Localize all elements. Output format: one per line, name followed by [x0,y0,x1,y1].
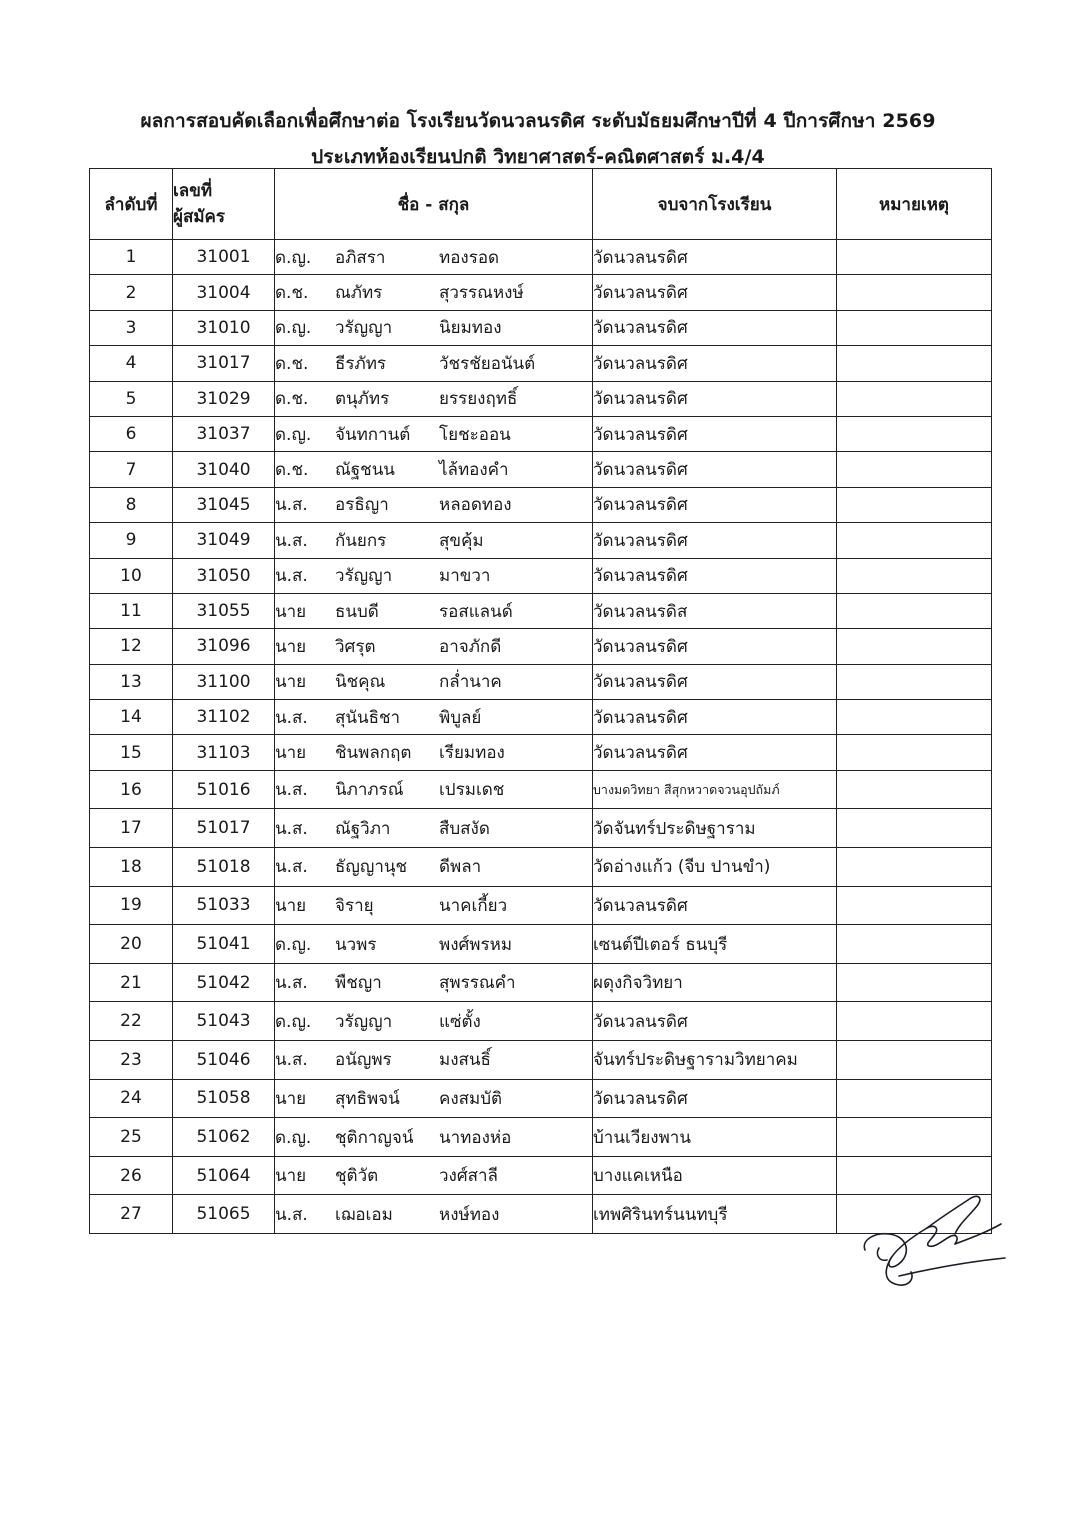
row-number: 17 [90,809,173,848]
last-name: โยชะออน [439,424,511,445]
name-prefix: ด.ญ. [275,424,312,445]
last-name: กล่ำนาค [439,672,502,693]
row-number: 16 [90,770,173,809]
results-table [89,168,992,1234]
row-number: 5 [90,381,173,416]
first-name: ธัญญานุช [335,857,408,878]
first-name: วิศรุต [335,636,376,657]
name-prefix: น.ส. [275,973,308,994]
table-row [90,593,992,628]
last-name: นิยมทอง [439,318,502,339]
header-row [90,169,992,240]
table-row [90,1002,992,1041]
remark-cell [837,593,992,628]
last-name: หลอดทอง [439,495,512,516]
name-prefix: ด.ญ. [275,1011,312,1032]
row-number: 23 [90,1041,173,1080]
student-name [275,886,593,925]
remark-cell [837,735,992,770]
previous-school: บ้านเวียงพาน [593,1118,837,1157]
header-number: ลำดับที่ [90,169,173,240]
applicant-number: 31055 [173,593,275,628]
last-name: นาคเกี้ยว [439,895,508,916]
applicant-number: 51016 [173,770,275,809]
table-row [90,963,992,1002]
applicant-number: 31102 [173,700,275,735]
last-name: วงศ์สาลี [439,1166,498,1187]
applicant-number: 31017 [173,346,275,381]
applicant-number: 51041 [173,925,275,964]
previous-school: วัดจันทร์ประดิษฐาราม [593,809,837,848]
remark-cell [837,809,992,848]
name-prefix: ด.ญ. [275,318,312,339]
row-number: 19 [90,886,173,925]
remark-cell [837,416,992,451]
applicant-number: 31050 [173,558,275,593]
name-prefix: น.ส. [275,818,308,839]
name-prefix: นาย [275,743,307,764]
name-prefix: ด.ช. [275,460,309,481]
document-subtitle: ประเภทห้องเรียนปกติ วิทยาศาสตร์-คณิตศาสตร์ ม.4/4 [311,146,765,168]
applicant-number: 31001 [173,240,275,275]
applicant-number: 31004 [173,275,275,310]
student-name [275,240,593,275]
row-number: 8 [90,487,173,522]
table-row [90,310,992,345]
name-prefix: ด.ช. [275,389,309,410]
row-number: 11 [90,593,173,628]
applicant-number: 31037 [173,416,275,451]
last-name: เปรมเดช [439,780,505,801]
student-name [275,275,593,310]
table-row [90,1118,992,1157]
previous-school: วัดนวลนรดิศ [593,523,837,558]
previous-school: วัดนวลนรดิศ [593,346,837,381]
table-row [90,1041,992,1080]
applicant-number: 31045 [173,487,275,522]
name-prefix: น.ส. [275,495,308,516]
previous-school: บางมดวิทยา สีสุกหวาดจวนอุปถัมภ์ [593,770,837,809]
applicant-number: 51033 [173,886,275,925]
student-name [275,346,593,381]
remark-cell [837,700,992,735]
previous-school: วัดนวลนรดิศ [593,487,837,522]
row-number: 7 [90,452,173,487]
student-name [275,1118,593,1157]
last-name: คงสมบัติ [439,1088,503,1109]
previous-school: เทพศิรินทร์นนทบุรี [593,1195,837,1234]
first-name: ณัฐวิภา [335,818,391,839]
previous-school: วัดนวลนรดิศ [593,275,837,310]
table-row [90,664,992,699]
name-prefix: ด.ญ. [275,247,312,268]
student-name [275,1041,593,1080]
remark-cell [837,925,992,964]
first-name: ธีรภัทร [335,353,387,374]
name-prefix: นาย [275,636,307,657]
row-number: 15 [90,735,173,770]
header-remark: หมายเหตุ [837,169,992,240]
remark-cell [837,664,992,699]
table-row [90,416,992,451]
previous-school: วัดนวลนรดิศ [593,700,837,735]
header-name: ชื่อ - สกุล [275,169,593,240]
table-row [90,275,992,310]
previous-school: จันทร์ประดิษฐารามวิทยาคม [593,1041,837,1080]
name-prefix: น.ส. [275,857,308,878]
remark-cell [837,770,992,809]
last-name: เรียมทอง [439,743,505,764]
first-name: สุทธิพจน์ [335,1088,400,1109]
first-name: วรัญญา [335,566,393,587]
student-name [275,452,593,487]
name-prefix: น.ส. [275,1050,308,1071]
name-prefix: นาย [275,1166,307,1187]
student-name [275,381,593,416]
first-name: สุนันธิชา [335,707,401,728]
first-name: ชุติวัต [335,1166,379,1187]
row-number: 27 [90,1195,173,1234]
first-name: นวพร [335,934,377,955]
student-name [275,558,593,593]
student-name [275,848,593,887]
last-name: รอสแลนด์ [439,601,513,622]
last-name: มงสนธิ์ [439,1050,491,1071]
row-number: 6 [90,416,173,451]
header-applicant-number [173,169,275,240]
table-row [90,886,992,925]
student-name [275,809,593,848]
first-name: อภิสรา [335,247,386,268]
previous-school: วัดนวลนรดิศ [593,886,837,925]
first-name: ณภัทร [335,283,383,304]
applicant-number: 31103 [173,735,275,770]
student-name [275,629,593,664]
header-applicant-line2: ผู้สมัคร [173,207,226,227]
last-name: สืบสงัด [439,818,490,839]
remark-cell [837,381,992,416]
name-prefix: ด.ช. [275,283,309,304]
table-row [90,381,992,416]
row-number: 25 [90,1118,173,1157]
name-prefix: ด.ญ. [275,934,312,955]
student-name [275,310,593,345]
remark-cell [837,886,992,925]
student-name [275,1195,593,1234]
table-row [90,346,992,381]
last-name: สุขคุ้ม [439,530,484,551]
last-name: แซ่ตั้ง [439,1011,481,1032]
remark-cell [837,1118,992,1157]
student-name [275,664,593,699]
previous-school: วัดอ่างแก้ว (จีบ ปานขำ) [593,848,837,887]
applicant-number: 31100 [173,664,275,699]
row-number: 26 [90,1156,173,1195]
last-name: ดีพลา [439,857,482,878]
row-number: 2 [90,275,173,310]
header-applicant-line1: เลขที่ [173,181,213,201]
previous-school: วัดนวลนรดิศ [593,381,837,416]
student-name [275,1079,593,1118]
table-row [90,558,992,593]
last-name: ยรรยงฤทธิ์ [439,389,518,410]
applicant-number: 51018 [173,848,275,887]
row-number: 12 [90,629,173,664]
applicant-number: 51042 [173,963,275,1002]
previous-school: เซนต์ปีเตอร์ ธนบุรี [593,925,837,964]
name-prefix: นาย [275,601,307,622]
remark-cell [837,558,992,593]
remark-cell [837,523,992,558]
student-name [275,925,593,964]
previous-school: วัดนวลนรดิศ [593,310,837,345]
applicant-number: 31096 [173,629,275,664]
row-number: 4 [90,346,173,381]
remark-cell [837,963,992,1002]
previous-school: บางแคเหนือ [593,1156,837,1195]
row-number: 10 [90,558,173,593]
first-name: นิภาภรณ์ [335,780,404,801]
first-name: กันยกร [335,530,387,551]
applicant-number: 51062 [173,1118,275,1157]
last-name: พิบูลย์ [439,707,482,728]
name-prefix: ด.ญ. [275,1127,312,1148]
applicant-number: 31029 [173,381,275,416]
first-name: นิชคุณ [335,672,386,693]
last-name: สุวรรณหงษ์ [439,283,524,304]
student-name [275,416,593,451]
first-name: จันทกานต์ [335,424,411,445]
first-name: ณัฐชนน [335,460,395,481]
row-number: 13 [90,664,173,699]
remark-cell [837,629,992,664]
previous-school: วัดนวลนรดิศ [593,664,837,699]
first-name: วรัญญา [335,1011,393,1032]
table-row [90,925,992,964]
table-row [90,452,992,487]
student-name [275,523,593,558]
remark-cell [837,1002,992,1041]
row-number: 18 [90,848,173,887]
last-name: ทองรอด [439,247,500,268]
table-row [90,848,992,887]
name-prefix: นาย [275,672,307,693]
applicant-number: 51046 [173,1041,275,1080]
student-name [275,770,593,809]
table-row [90,735,992,770]
last-name: วัชรชัยอนันต์ [439,353,536,374]
previous-school: วัดนวลนรดิศ [593,629,837,664]
last-name: อาจภักดี [439,636,502,657]
remark-cell [837,275,992,310]
name-prefix: ด.ช. [275,353,309,374]
first-name: พืชญา [335,973,382,994]
table-row [90,240,992,275]
remark-cell [837,452,992,487]
remark-cell [837,346,992,381]
row-number: 1 [90,240,173,275]
remark-cell [837,848,992,887]
remark-cell [837,310,992,345]
header-school: จบจากโรงเรียน [593,169,837,240]
document-title: ผลการสอบคัดเลือกเพื่อศึกษาต่อ โรงเรียนวัดนวลนรดิศ ระดับมัธยมศึกษาปีที่ 4 ปีการศึกษา 2569 [140,110,936,132]
last-name: ไล้ทองคำ [439,460,509,481]
name-prefix: น.ส. [275,780,308,801]
applicant-number: 31049 [173,523,275,558]
first-name: เฌอเอม [335,1204,393,1225]
table-row [90,1079,992,1118]
first-name: อนัญพร [335,1050,392,1071]
name-prefix: น.ส. [275,707,308,728]
applicant-number: 51058 [173,1079,275,1118]
last-name: นาทองห่อ [439,1127,512,1148]
previous-school: วัดนวลนรดิศ [593,240,837,275]
name-prefix: น.ส. [275,566,308,587]
first-name: อรธิญา [335,495,389,516]
table-row [90,523,992,558]
first-name: จิรายุ [335,895,374,916]
applicant-number: 51017 [173,809,275,848]
remark-cell [837,240,992,275]
previous-school: วัดนวลนรดิศ [593,416,837,451]
last-name: พงศ์พรหม [439,934,513,955]
last-name: มาขวา [439,566,491,587]
row-number: 3 [90,310,173,345]
student-name [275,1156,593,1195]
student-name [275,487,593,522]
first-name: ชินพลกฤต [335,743,412,764]
previous-school: วัดนวลนรดิศ [593,558,837,593]
student-name [275,735,593,770]
last-name: สุพรรณคำ [439,973,516,994]
first-name: ชุติกาญจน์ [335,1127,414,1148]
first-name: ตนุภัทร [335,389,390,410]
row-number: 21 [90,963,173,1002]
name-prefix: นาย [275,1088,307,1109]
applicant-number: 51065 [173,1195,275,1234]
row-number: 20 [90,925,173,964]
student-name [275,700,593,735]
applicant-number: 51043 [173,1002,275,1041]
row-number: 9 [90,523,173,558]
row-number: 24 [90,1079,173,1118]
student-name [275,593,593,628]
table-row [90,700,992,735]
table-row [90,770,992,809]
row-number: 22 [90,1002,173,1041]
previous-school: วัดนวลนรดิศ [593,1079,837,1118]
previous-school: วัดนวลนรดิส [593,593,837,628]
remark-cell [837,1041,992,1080]
previous-school: วัดนวลนรดิศ [593,735,837,770]
remark-cell [837,487,992,522]
previous-school: วัดนวลนรดิศ [593,452,837,487]
first-name: วรัญญา [335,318,393,339]
student-name [275,963,593,1002]
previous-school: ผดุงกิจวิทยา [593,963,837,1002]
table-row [90,809,992,848]
table-row [90,629,992,664]
name-prefix: นาย [275,895,307,916]
name-prefix: น.ส. [275,530,308,551]
previous-school: วัดนวลนรดิศ [593,1002,837,1041]
table-row [90,487,992,522]
applicant-number: 31040 [173,452,275,487]
last-name: หงษ์ทอง [439,1204,500,1225]
signature [855,1188,1015,1298]
applicant-number: 31010 [173,310,275,345]
row-number: 14 [90,700,173,735]
student-name [275,1002,593,1041]
remark-cell [837,1079,992,1118]
first-name: ธนบดี [335,601,379,622]
applicant-number: 51064 [173,1156,275,1195]
name-prefix: น.ส. [275,1204,308,1225]
